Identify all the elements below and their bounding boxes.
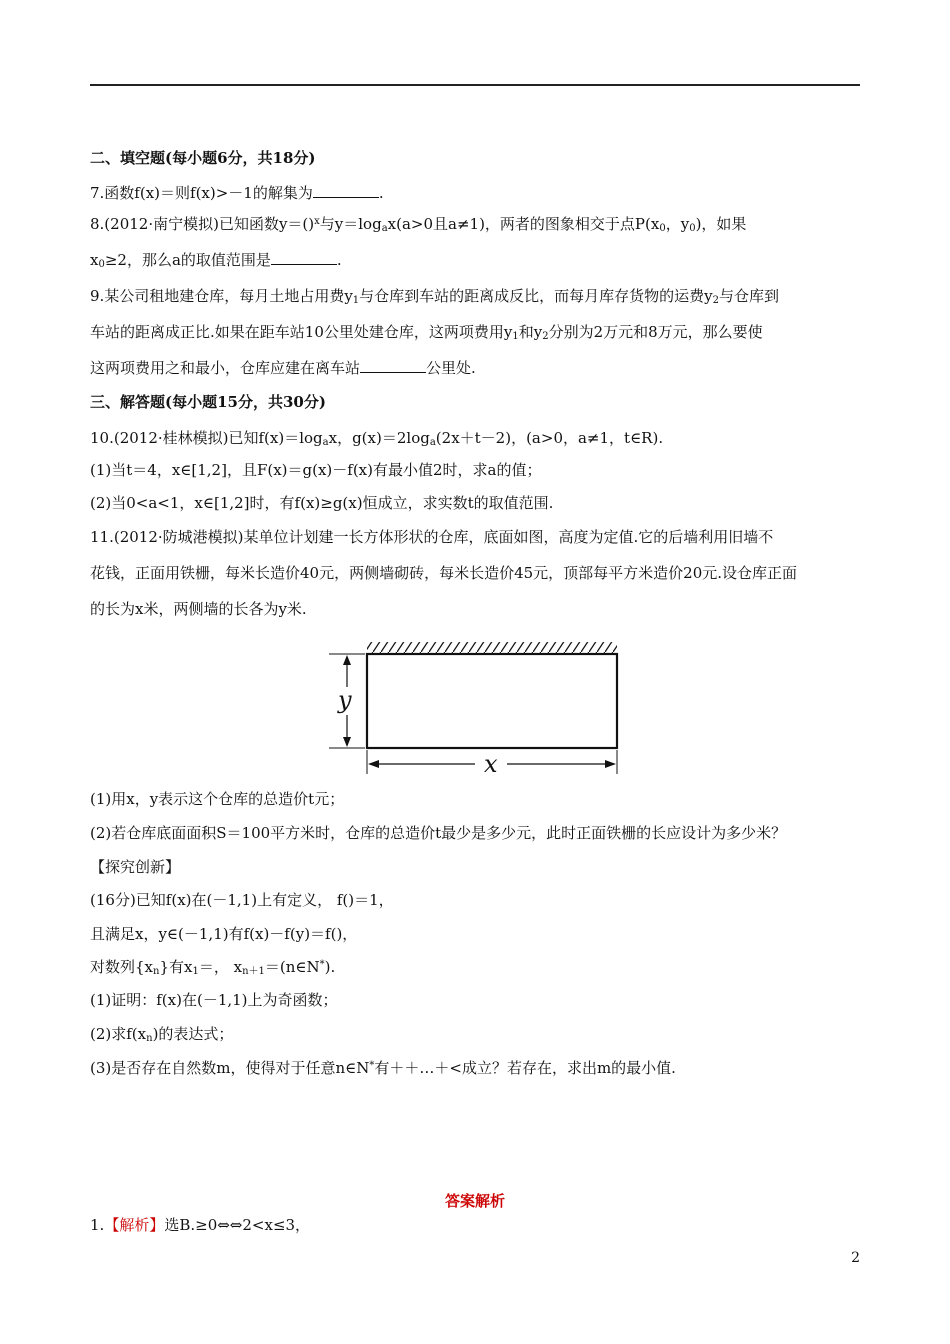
question-9-line-2 — [90, 322, 865, 342]
q8-sub: 0 — [659, 223, 666, 234]
question-11-line-2: 花钱，正面用铁栅，每米长造价40元，两侧墙砌砖，每米长造价45元，顶部每平方米造价20元.设仓库正面 — [90, 564, 798, 582]
explore-sup: * — [369, 1060, 375, 1071]
q10-sub: a — [429, 437, 436, 448]
explore-text: 有＋＋…＋<成立？若存在，求出m的最小值. — [374, 1059, 676, 1077]
q9-sub: 1 — [512, 331, 519, 342]
warehouse-outline — [367, 654, 617, 748]
explore-text: 对数列{x — [90, 958, 154, 976]
old-wall-hatch — [367, 642, 617, 654]
q8-sub: 0 — [98, 259, 105, 270]
explore-line-3 — [90, 957, 865, 977]
section-heading-solve: 三、解答题(每小题15分，共30分) — [90, 393, 326, 411]
q8-sub: 0 — [689, 223, 696, 234]
q9-sub: 2 — [542, 331, 549, 342]
question-11-line-1: 11.(2012·防城港模拟)某单位计划建一长方体形状的仓库，底面如图，高度为定值.它的后墙利用旧墙不 — [90, 528, 774, 546]
explore-text: ＝， x — [198, 958, 243, 976]
q9-text: 车站的距离成正比.如果在距车站10公里处建仓库，这两项费用y — [90, 323, 513, 341]
explore-sub: n＋1 — [242, 966, 265, 977]
q10-text: x，g(x)＝2log — [328, 429, 430, 447]
section-heading-explore: 【探究创新】 — [90, 858, 181, 876]
header-rule — [90, 84, 860, 86]
q8-text: ≥2，那么a的取值范围是 — [104, 251, 271, 269]
q8-sub: a — [381, 223, 388, 234]
explore-text: (2)求f(x — [90, 1025, 147, 1043]
q9-sub: 2 — [712, 295, 720, 306]
explore-text: }有x — [159, 958, 193, 976]
explore-text: ). — [324, 958, 336, 976]
q8-text: x — [90, 251, 99, 269]
x-label: x — [484, 750, 498, 778]
explore-text: )的表达式； — [152, 1025, 234, 1043]
q8-text: )，如果 — [695, 215, 747, 233]
y-label: y — [338, 686, 352, 714]
explore-sup: * — [319, 959, 325, 970]
answer-blank — [313, 183, 379, 198]
y-arrow-head-top — [343, 655, 351, 665]
explore-line-1: (16分)已知f(x)在(－1,1)上有定义， f()＝1， — [90, 891, 394, 909]
question-11-part-2: (2)若仓库底面面积S＝100平方米时，仓库的总造价t最少是多少元，此时正面铁栅的长应设计为多少米？ — [90, 824, 787, 842]
q8-text: 与y＝log — [319, 215, 382, 233]
x-arrow-head-left — [368, 760, 379, 768]
q8-sup: x — [314, 216, 320, 227]
answer-1 — [90, 1215, 865, 1235]
question-8-line-2 — [90, 250, 865, 270]
x-arrow-head-right — [605, 760, 616, 768]
q7-end: . — [378, 184, 384, 202]
explore-text: (3)是否存在自然数m，使得对于任意n∈N — [90, 1059, 370, 1077]
question-10-part-1: (1)当t＝4，x∈[1,2]，且F(x)＝g(x)－f(x)有最小值2时，求a的值； — [90, 461, 542, 479]
question-11-part-1: (1)用x，y表示这个仓库的总造价t元； — [90, 790, 345, 808]
answer-text: 选B.≥0⇔⇔2<x≤3， — [164, 1216, 311, 1234]
question-9-line-1 — [90, 286, 865, 306]
analysis-tag: 【解析】 — [104, 1216, 165, 1234]
explore-sub: n — [153, 966, 160, 977]
q8-text: ，y — [665, 215, 690, 233]
q10-sub: a — [322, 437, 329, 448]
question-7 — [90, 183, 865, 203]
explore-part-2 — [90, 1024, 865, 1044]
q9-text: 这两项费用之和最小，仓库应建在离车站 — [90, 359, 361, 377]
warehouse-floor-diagram — [325, 640, 630, 780]
q8-text: . — [336, 251, 342, 269]
q9-sub: 1 — [352, 295, 360, 306]
q9-text: 分别为2万元和8万元，那么要使 — [548, 323, 763, 341]
q8-text: 8.(2012·南宁模拟)已知函数y＝() — [90, 215, 315, 233]
explore-part-3 — [90, 1058, 865, 1078]
question-10-part-2: (2)当0<a<1，x∈[1,2]时，有f(x)≥g(x)恒成立，求实数t的取值范围. — [90, 494, 554, 512]
q9-text: 与仓库到 — [719, 287, 780, 305]
q10-text: 10.(2012·桂林模拟)已知f(x)＝log — [90, 429, 323, 447]
page-number: 2 — [851, 1250, 860, 1266]
question-8-line-1 — [90, 214, 865, 234]
q10-text: (2x＋t－2)，(a>0，a≠1，t∈R). — [435, 429, 664, 447]
q8-text: x(a>0且a≠1)，两者的图象相交于点P(x — [387, 215, 660, 233]
q9-text: 公里处. — [426, 359, 476, 377]
question-11-line-3: 的长为x米，两侧墙的长各为y米. — [90, 600, 307, 618]
q9-text: 9.某公司租地建仓库，每月土地占用费y — [90, 287, 353, 305]
explore-sub: n — [146, 1033, 153, 1044]
q9-text: 与仓库到车站的距离成反比，而每月库存货物的运费y — [359, 287, 713, 305]
answer-blank — [271, 250, 337, 265]
answer-blank — [360, 358, 426, 373]
section-heading-fill-in: 二、填空题(每小题6分，共18分) — [90, 149, 316, 167]
explore-sub: 1 — [192, 966, 199, 977]
explore-text: ＝(n∈N — [264, 958, 320, 976]
q9-text: 和y — [518, 323, 543, 341]
q7-text: 7.函数f(x)＝则f(x)>－1的解集为 — [90, 184, 313, 202]
question-10-line-1 — [90, 428, 865, 448]
answer-number: 1. — [90, 1216, 105, 1234]
explore-line-2: 且满足x，y∈(－1,1)有f(x)－f(y)＝f()， — [90, 925, 358, 943]
question-9-line-3 — [90, 358, 865, 378]
answers-heading: 答案解析 — [444, 1192, 505, 1210]
explore-part-1: (1)证明：f(x)在(－1,1)上为奇函数； — [90, 991, 338, 1009]
y-arrow-head-bottom — [343, 737, 351, 747]
